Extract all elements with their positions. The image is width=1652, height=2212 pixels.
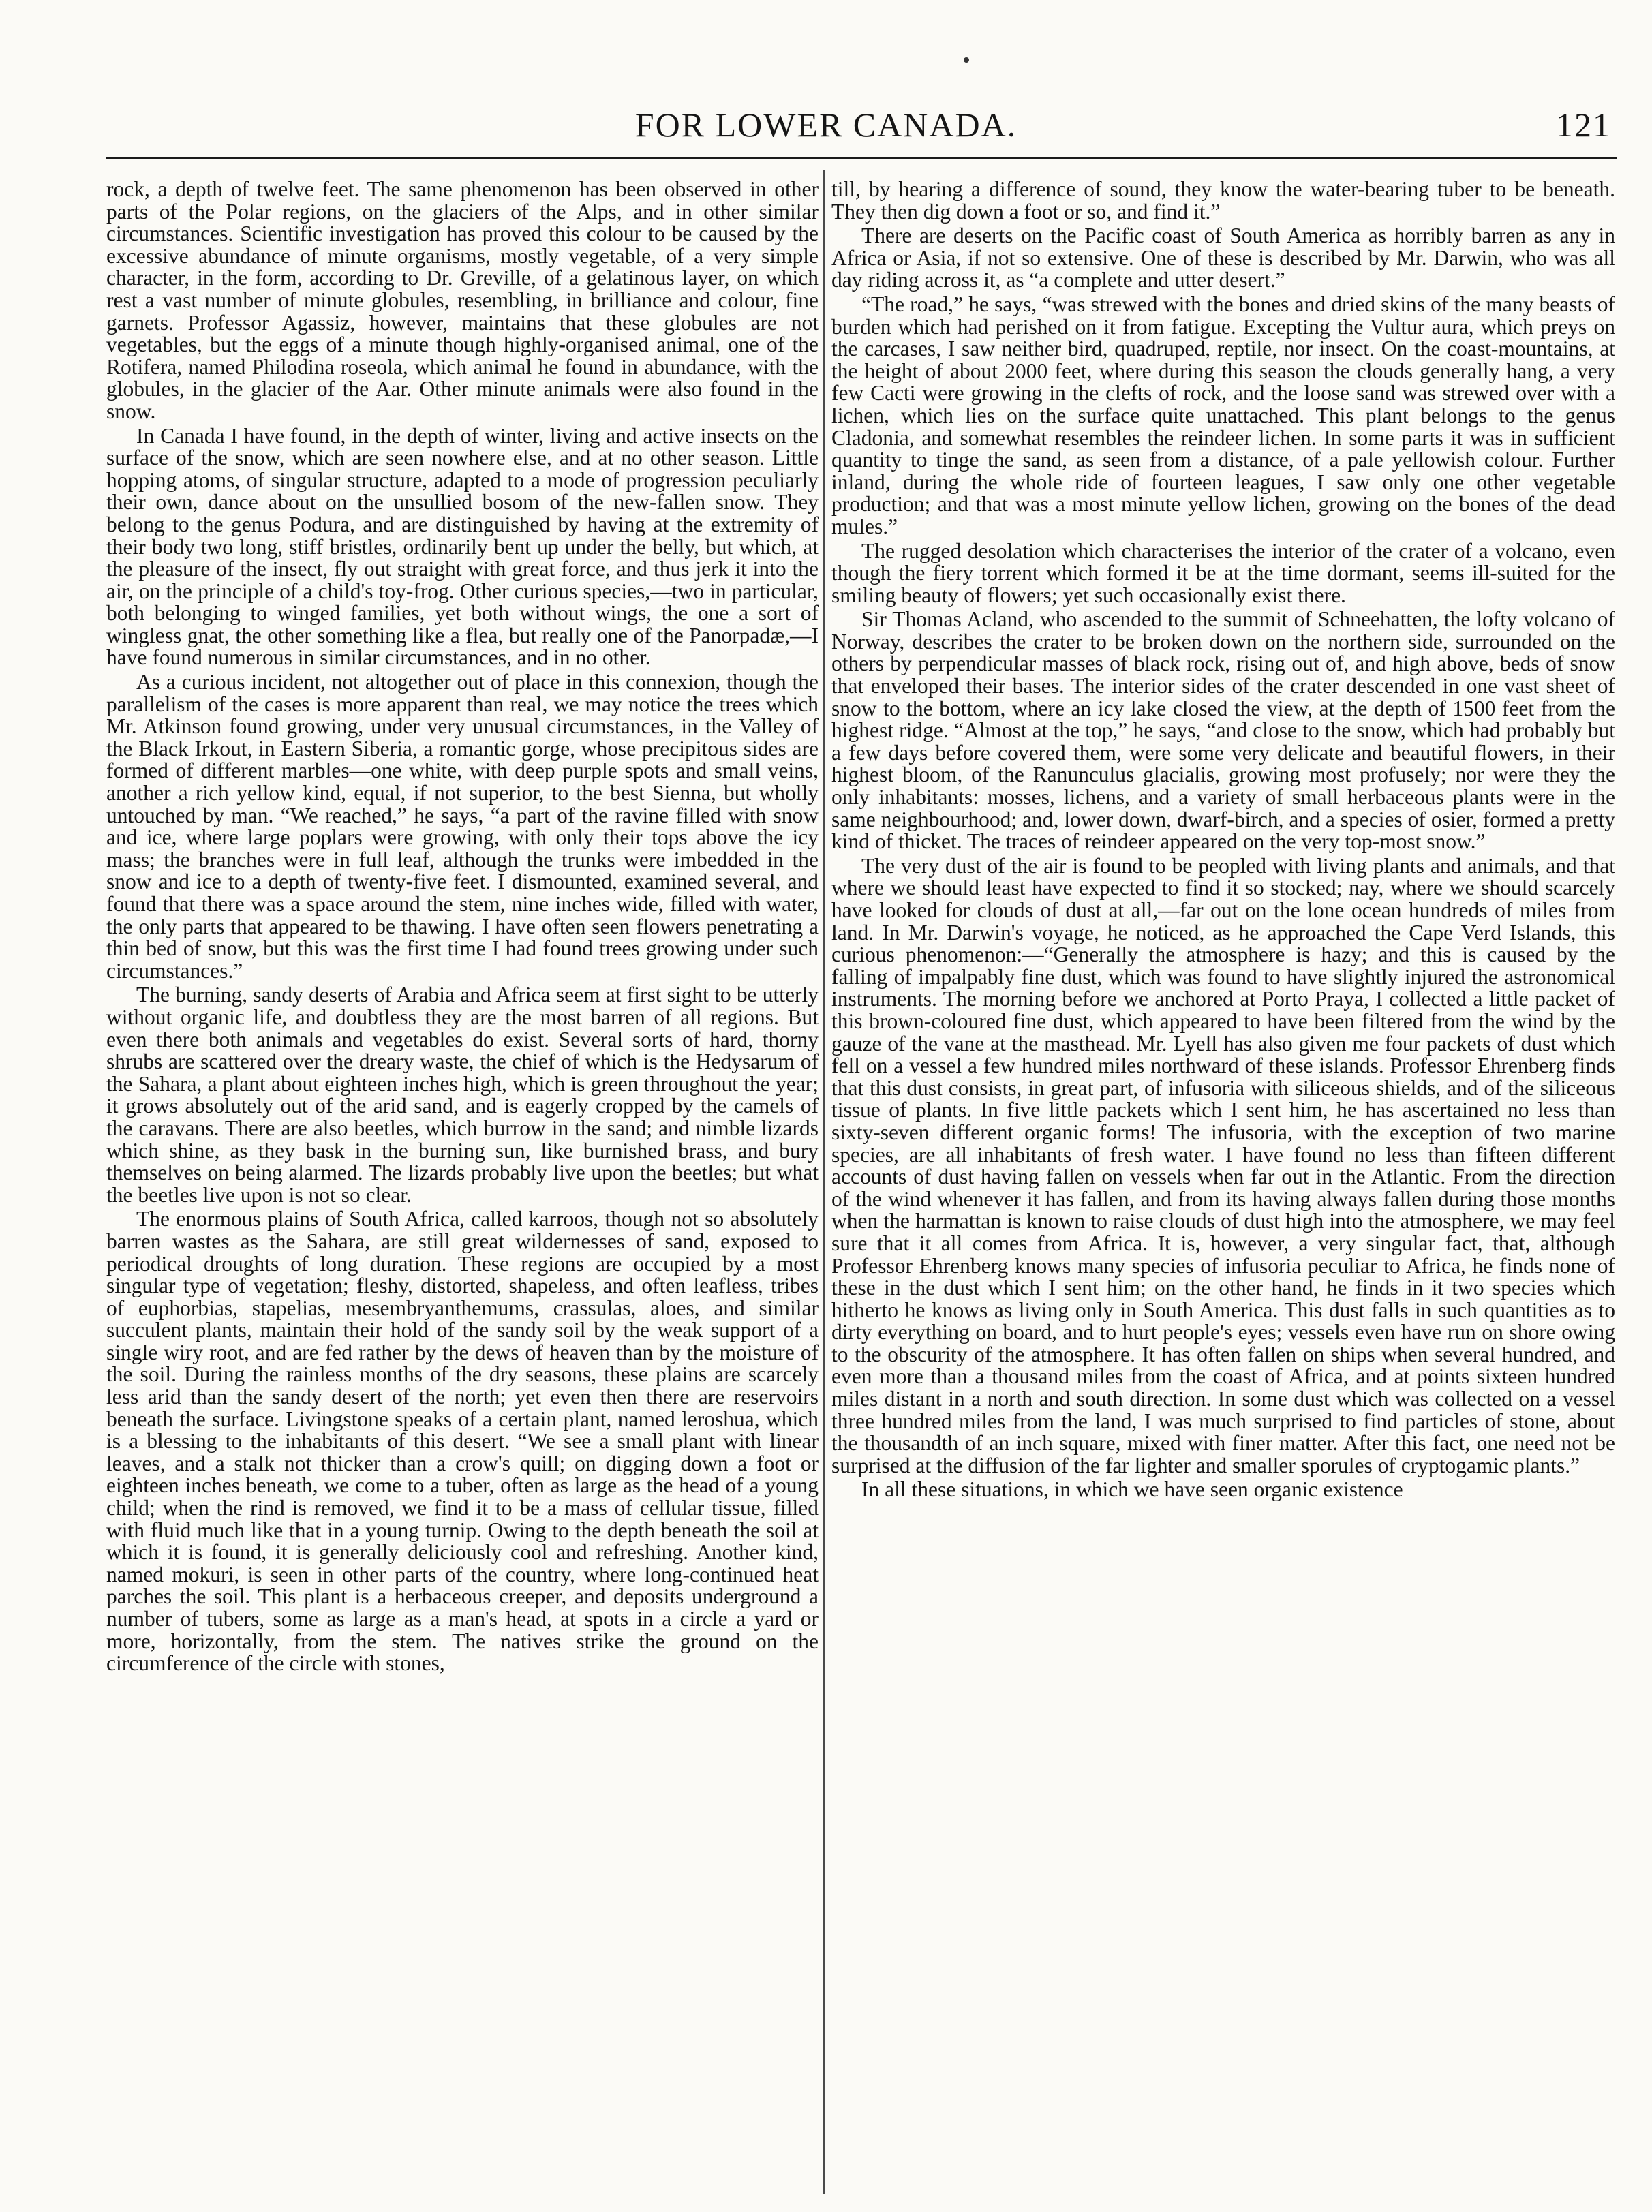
paragraph: rock, a depth of twelve feet. The same phenomenon has been observed in other parts of the Polar regions, on the glaciers of the Alps, and in other similar circumstances. Scientific investigation has proved this colour to be caused by the excessive abundance of minute organisms, mostly vegetable, of a very simple character, in the form, according to Dr. Greville, of a gelatinous layer, on which rest a vast number of minute globules, resembling, in brilliance and colour, fine garnets. Professor Agassiz, however, maintains that these globules are not vegetables, but the eggs of a minute though highly-organised animal, one of the Rotifera, named Philodina roseola, which animal he found in abundance, with the globules, in the glacier of the Aar. Other minute animals were also found in the snow. xyxy=(106,179,819,423)
column-divider xyxy=(823,170,825,2194)
paragraph: till, by hearing a difference of sound, they know the water-bearing tuber to be beneath. They then dig down a foot or so, and find it.” xyxy=(831,179,1615,224)
paragraph: In all these situations, in which we have seen organic existence xyxy=(861,1477,1403,1502)
paragraph: In Canada I have found, in the depth of winter, living and active insects on the surface of the snow, which are seen nowhere else, and at no other season. Little hopping atoms, of singular structure, adapted to a mode of progression peculiarly their own, dance about on the unsullied bosom of the new-fallen snow. They belong to the genus Podura, and are distinguished by having at the extremity of their body two long, stiff bristles, ordinarily bent up under the belly, but which, at the pleasure of the insect, fly out straight with great force, and thus jerk it into the air, on the principle of a child's toy-frog. Other curious species,—two in particular, both belonging to winged families, yet both without wings, the one a sort of wingless gnat, the other something like a flea, but really one of the Panorpadæ,—I have found numerous in similar circumstances, and in no other. xyxy=(106,423,819,670)
page-number: 121 xyxy=(1556,106,1611,144)
paragraph: As a curious incident, not altogether out of place in this connexion, though the parallelism of the cases is more apparent than real, we may notice the trees which Mr. Atkinson found growing, under very unusual circumstances, in the Valley of the Black Irkout, in Eastern Siberia, a romantic gorge, whose precipitous sides are formed of different marbles—one white, with deep purple spots and small veins, another a rich yellow kind, equal, if not superior, to the best Sienna, but wholly untouched by man. “We reached,” he says, “a part of the ravine filled with snow and ice, where large poplars were growing, with only their tops above the icy mass; the branches were in full leaf, although the trunks were imbedded in the snow and ice to a depth of twenty-five feet. I dismounted, examined several, and found that there was a space around the stem, nine inches wide, filled with water, the only parts that appeared to be thawing. I have often seen flowers penetrating a thin bed of snow, but this was the first time I had found trees growing under such circumstances.” xyxy=(106,670,819,983)
header-rule xyxy=(106,157,1617,159)
left-column xyxy=(106,179,819,2196)
paragraph: The enormous plains of South Africa, called karroos, though not so absolutely barren wastes as the Sahara, are still great wildernesses of sand, exposed to periodical droughts of long duration. These regions are occupied by a most singular type of vegetation; fleshy, distorted, shapeless, and often leafless, tribes of euphorbias, stapelias, mesembryanthemums, crassulas, aloes, and similar succulent plants, maintain their hold of the sandy soil by the weak support of a single wiry root, and are fed rather by the dews of heaven than by the moisture of the soil. During the rainless months of the dry seasons, these plains are scarcely less arid than the sandy desert of the north; yet even then there are reservoirs beneath the surface. Livingstone speaks of a certain plant, named leroshua, which is a blessing to the inhabitants of this desert. “We see a small plant with linear leaves, and a stalk not thicker than a crow's quill; on digging down a foot or eighteen inches beneath, we come to a tuber, often as large as the head of a young child; when the rind is removed, we find it to be a mass of cellular tissue, filled with fluid much like that in a young turnip. Owing to the depth beneath the soil at which it is found, it is generally deliciously cool and refreshing. Another kind, named mokuri, is seen in other parts of the country, where long-continued heat parches the soil. This plant is a herbaceous creeper, and deposits underground a number of tubers, some as large as a man's head, at spots in a circle a yard or more, horizontally, from the stem. The natives strike the ground on the circumference of the circle with stones, xyxy=(106,1207,819,1676)
paragraph: “The road,” he says, “was strewed with the bones and dried skins of the many beasts of burden which had perished on it from fatigue. Excepting the Vultur aura, which preys on the carcases, I saw neither bird, quadruped, reptile, nor insect. On the coast-mountains, at the height of about 2000 feet, where during this season the clouds generally hang, a very few Cacti were growing in the clefts of rock, and the loose sand was strewed over with a lichen, which lies on the surface quite unattached. This plant belongs to the genus Cladonia, and somewhat resembles the reindeer lichen. In some parts it was in sufficient quantity to tinge the sand, as seen from a distance, of a pale yellowish colour. Further inland, during the whole ride of fourteen leagues, I saw only one other vegetable production; and that was a most minute yellow lichen, growing on the bones of the dead mules.” xyxy=(831,292,1615,538)
paragraph: The rugged desolation which characterises the interior of the crater of a volcano, even though the fiery torrent which formed it be at the time dormant, seems ill-suited for the smiling beauty of flowers; yet such occasionally exist there. xyxy=(831,538,1615,607)
paragraph: Sir Thomas Acland, who ascended to the summit of Schneehatten, the lofty volcano of Norway, describes the crater to be broken down on the northern side, surrounded on the others by perpendicular masses of black rock, rising out of, and high above, beds of snow that enveloped their bases. The interior sides of the crater descended in one vast sheet of snow to the bottom, where an icy lake closed the view, at the depth of 1500 feet from the highest ridge. “Almost at the top,” he says, “and close to the snow, which had probably but a few days before covered them, were some very delicate and beautiful flowers, in their highest bloom, of the Ranunculus glacialis, growing most profusely; nor were they the only inhabitants: mosses, lichens, and a variety of small herbaceous plants were in the same neighbourhood; and, lower down, dwarf-birch, and a species of osier, formed a pretty kind of thicket. The traces of reindeer appeared on the very top-most snow.” xyxy=(831,607,1615,854)
running-title: FOR LOWER CANADA. xyxy=(634,106,1018,144)
paragraph: The burning, sandy deserts of Arabia and Africa seem at first sight to be utterly without organic life, and doubtless they are the most barren of all regions. But even there both animals and vegetables do exist. Several sorts of hard, thorny shrubs are scattered over the dreary waste, the chief of which is the Hedysarum of the Sahara, a plant about eighteen inches high, which is green throughout the year; it grows absolutely out of the arid sand, and is eagerly cropped by the camels of the caravans. There are also beetles, which burrow in the sand; and nimble lizards which shine, as they bask in the burning sun, like burnished brass, and bury themselves on being alarmed. The lizards probably live upon the beetles; but what the beetles live upon is not so clear. xyxy=(106,983,819,1207)
paragraph: There are deserts on the Pacific coast of South America as horribly barren as any in Africa or Asia, if not so extensive. One of these is described by Mr. Darwin, who was all day riding across it, as “a complete and utter desert.” xyxy=(831,224,1615,292)
ink-speck xyxy=(964,57,969,63)
right-column xyxy=(831,179,1615,2196)
paragraph: The very dust of the air is found to be peopled with living plants and animals, and that where we should least have expected to find it so stocked; nay, where we should scarcely have looked for clouds of dust at all,—far out on the lone ocean hundreds of miles from land. In Mr. Darwin's voyage, he noticed, as he approached the Cape Verd Islands, this curious phenomenon:—“Generally the atmosphere is hazy; and this is caused by the falling of impalpably fine dust, which was found to have slightly injured the astronomical instruments. The morning before we anchored at Porto Praya, I collected a little packet of this brown-coloured fine dust, which appeared to have been filtered from the wind by the gauze of the vane at the masthead. Mr. Lyell has also given me four packets of dust which fell on a vessel a few hundred miles northward of these islands. Professor Ehrenberg finds that this dust consists, in great part, of infusoria with siliceous shields, and of the siliceous tissue of plants. In five little packets which I sent him, he has ascertained no less than sixty-seven different organic forms! The infusoria, with the exception of two marine species, are all inhabitants of fresh water. I have found no less than fifteen different accounts of dust having fallen on vessels when far out in the Atlantic. From the direction of the wind whenever it has fallen, and from its having always fallen during those months when the harmattan is known to raise clouds of dust high into the atmosphere, we may feel sure that it all comes from Africa. It is, however, a very singular fact, that, although Professor Ehrenberg knows many species of infusoria peculiar to Africa, he finds none of these in the dust which I sent him; on the other hand, he finds in it two species which hitherto he knows as living only in South America. This dust falls in such quantities as to dirty everything on board, and to hurt people's eyes; vessels even have run on shore owing to the obscurity of the atmosphere. It has often fallen on ships when several hundred, and even more than a thousand miles from the coast of Africa, and at points sixteen hundred miles distant in a north and south direction. In some dust which was collected on a vessel three hundred miles from the land, I was much surprised to find particles of stone, about the thousandth of an inch square, mixed with finer matter. After this fact, one need not be surprised at the diffusion of the far lighter and smaller sporules of cryptogamic plants.” xyxy=(831,853,1615,1477)
